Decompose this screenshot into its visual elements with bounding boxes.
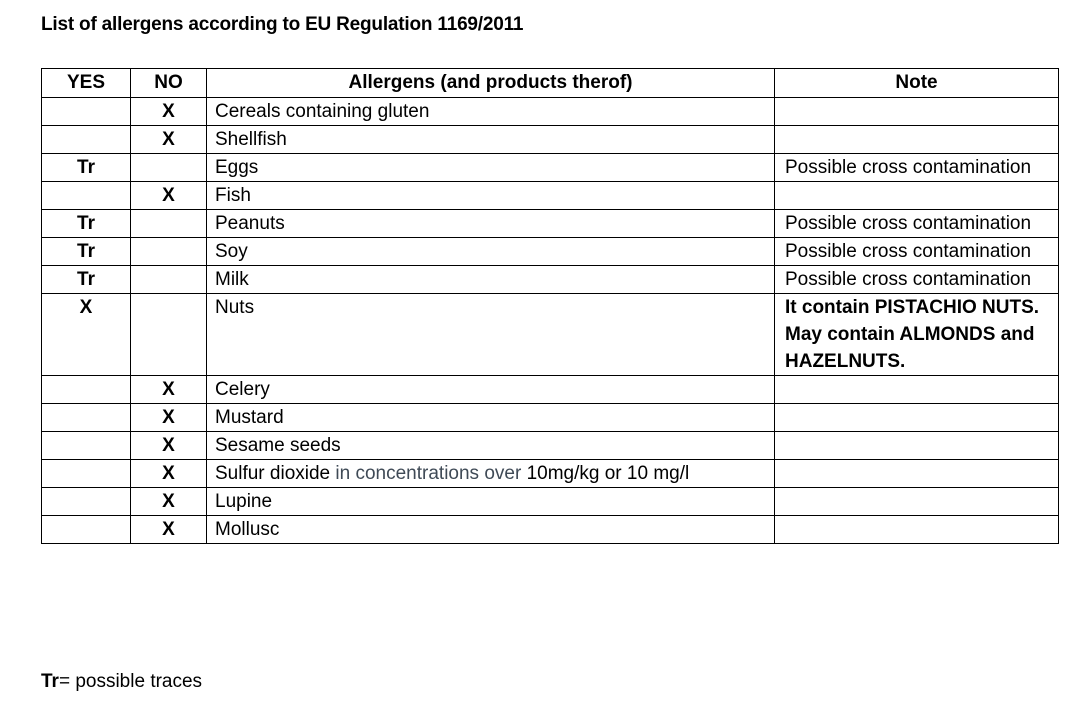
cell-yes: [42, 404, 131, 432]
cell-note: Possible cross contamination: [775, 154, 1059, 182]
table-row: [42, 210, 1059, 238]
cell-no: [131, 210, 207, 238]
cell-yes: [42, 182, 131, 210]
cell-yes: Tr: [42, 238, 131, 266]
footnote-term: Tr: [41, 671, 59, 692]
cell-yes: X: [42, 294, 131, 376]
header-note: Note: [775, 69, 1059, 98]
table-row: [42, 98, 1059, 126]
cell-no: X: [131, 182, 207, 210]
cell-allergen: Shellfish: [207, 126, 775, 154]
table-row: [42, 404, 1059, 432]
table-row: [42, 432, 1059, 460]
cell-no: X: [131, 126, 207, 154]
cell-no: X: [131, 98, 207, 126]
allergen-text-part: 10mg/kg or 10 mg/l: [526, 463, 690, 484]
cell-note: [775, 488, 1059, 516]
cell-note: Possible cross contamination: [775, 238, 1059, 266]
table-row: [42, 154, 1059, 182]
cell-note: [775, 376, 1059, 404]
cell-note: Possible cross contamination: [775, 210, 1059, 238]
cell-no: X: [131, 432, 207, 460]
cell-yes: [42, 460, 131, 488]
table-row: [42, 182, 1059, 210]
cell-allergen: Eggs: [207, 154, 775, 182]
cell-no: X: [131, 404, 207, 432]
cell-allergen: Sesame seeds: [207, 432, 775, 460]
header-allergen: Allergens (and products therof): [207, 69, 775, 98]
cell-no: [131, 266, 207, 294]
cell-yes: Tr: [42, 266, 131, 294]
allergen-table-body: [42, 98, 1059, 544]
header-no: NO: [131, 69, 207, 98]
allergen-text-part: in concentrations over: [330, 463, 527, 484]
cell-note: [775, 404, 1059, 432]
cell-note: It contain PISTACHIO NUTS. May contain ALMONDS and HAZELNUTS.: [775, 294, 1059, 376]
table-row: [42, 266, 1059, 294]
cell-yes: [42, 126, 131, 154]
cell-allergen: Nuts: [207, 294, 775, 376]
cell-allergen: Mollusc: [207, 516, 775, 544]
cell-allergen: [207, 460, 775, 488]
table-row: [42, 376, 1059, 404]
allergen-text-part: Sulfur dioxide: [215, 463, 331, 484]
cell-yes: [42, 488, 131, 516]
cell-note: [775, 432, 1059, 460]
table-row: [42, 488, 1059, 516]
cell-yes: [42, 432, 131, 460]
cell-note: [775, 182, 1059, 210]
cell-allergen: Mustard: [207, 404, 775, 432]
cell-allergen: Celery: [207, 376, 775, 404]
allergen-table: [41, 68, 1059, 544]
cell-allergen: Lupine: [207, 488, 775, 516]
cell-no: X: [131, 460, 207, 488]
cell-no: X: [131, 516, 207, 544]
table-row: [42, 126, 1059, 154]
cell-allergen: Cereals containing gluten: [207, 98, 775, 126]
cell-no: [131, 294, 207, 376]
cell-note: [775, 126, 1059, 154]
cell-no: X: [131, 376, 207, 404]
cell-allergen: Fish: [207, 182, 775, 210]
cell-yes: Tr: [42, 154, 131, 182]
cell-allergen: Peanuts: [207, 210, 775, 238]
cell-note: [775, 516, 1059, 544]
cell-note: [775, 460, 1059, 488]
header-yes: YES: [42, 69, 131, 98]
page-title: List of allergens according to EU Regulation 1169/2011: [41, 14, 524, 35]
cell-yes: Tr: [42, 210, 131, 238]
footnote-definition: = possible traces: [58, 671, 203, 692]
footnote: [41, 671, 202, 693]
table-row: [42, 238, 1059, 266]
table-row: [42, 516, 1059, 544]
cell-yes: [42, 516, 131, 544]
cell-allergen: Soy: [207, 238, 775, 266]
cell-note: Possible cross contamination: [775, 266, 1059, 294]
table-row: [42, 460, 1059, 488]
cell-allergen: Milk: [207, 266, 775, 294]
table-header-row: [42, 69, 1059, 98]
cell-yes: [42, 98, 131, 126]
cell-no: [131, 238, 207, 266]
table-row: [42, 294, 1059, 376]
cell-no: X: [131, 488, 207, 516]
cell-yes: [42, 376, 131, 404]
cell-no: [131, 154, 207, 182]
cell-note: [775, 98, 1059, 126]
